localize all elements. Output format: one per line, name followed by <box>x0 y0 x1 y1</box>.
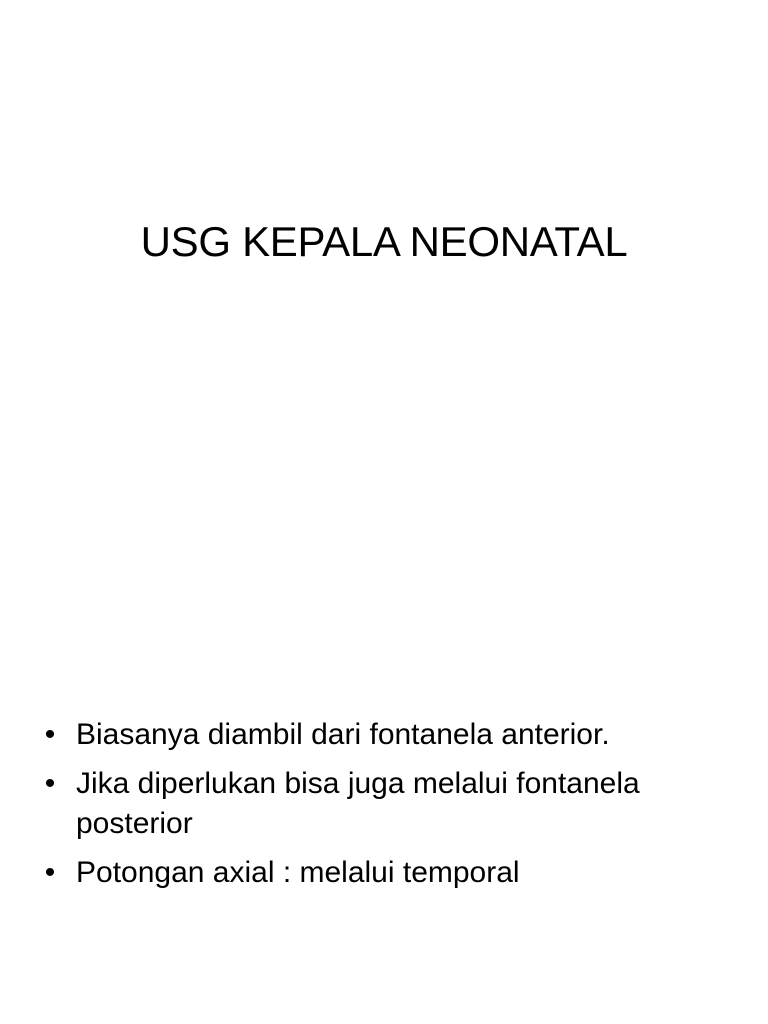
bullet-item <box>40 715 740 755</box>
bullet-text: Jika diperlukan bisa juga melalui fontanela posterior <box>76 767 640 840</box>
slide-title: USG KEPALA NEONATAL <box>140 218 628 265</box>
bullet-item <box>40 853 740 893</box>
bullet-marker: • <box>44 856 56 889</box>
bullet-text: Potongan axial : melalui temporal <box>76 856 520 889</box>
bullet-item <box>40 764 740 844</box>
bullet-marker: • <box>44 767 56 800</box>
bullet-marker: • <box>44 718 56 751</box>
bullet-list <box>40 715 740 902</box>
bullet-text: Biasanya diambil dari fontanela anterior. <box>76 718 610 751</box>
